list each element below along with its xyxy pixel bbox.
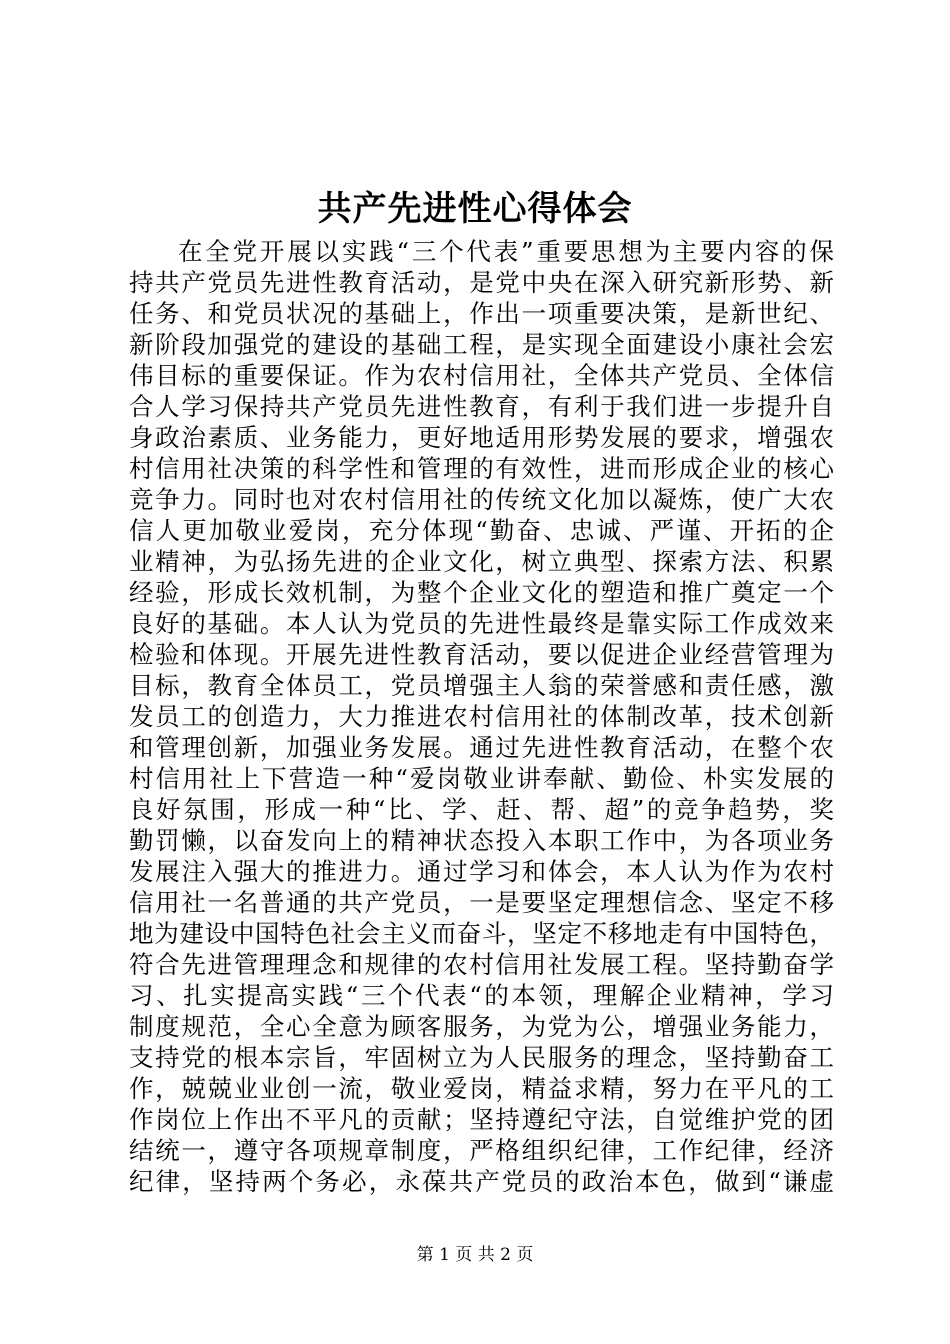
body-line: 伟目标的重要保证。作为农村信用社，全体共产党员、全体信 bbox=[129, 361, 834, 390]
body-line: 地为建设中国特色社会主义而奋斗，坚定不移地走有中国特色， bbox=[129, 919, 834, 948]
body-line: 制度规范，全心全意为顾客服务，为党为公，增强业务能力， bbox=[129, 1012, 834, 1041]
body-line: 良好的基础。本人认为党员的先进性最终是靠实际工作成效来 bbox=[129, 609, 834, 638]
body-line: 村信用社决策的科学性和管理的有效性，进而形成企业的核心 bbox=[129, 454, 834, 483]
body-line: 新阶段加强党的建设的基础工程，是实现全面建设小康社会宏 bbox=[129, 330, 834, 359]
body-line: 符合先进管理理念和规律的农村信用社发展工程。坚持勤奋学 bbox=[129, 950, 834, 979]
body-line: 检验和体现。开展先进性教育活动，要以促进企业经营管理为 bbox=[129, 640, 834, 669]
document-title: 共产先进性心得体会 bbox=[317, 189, 633, 229]
body-line: 作，兢兢业业创一流，敬业爱岗，精益求精，努力在平凡的工 bbox=[129, 1074, 834, 1103]
body-line: 在全党开展以实践“三个代表”重要思想为主要内容的保 bbox=[178, 237, 834, 266]
body-line: 经验，形成长效机制，为整个企业文化的塑造和推广奠定一个 bbox=[129, 578, 834, 607]
body-line: 发员工的创造力，大力推进农村信用社的体制改革，技术创新 bbox=[129, 702, 834, 731]
body-line: 身政治素质、业务能力，更好地适用形势发展的要求，增强农 bbox=[129, 423, 834, 452]
body-line: 信人更加敬业爱岗，充分体现“勤奋、忠诚、严谨、开拓的企 bbox=[129, 516, 834, 545]
body-line: 竞争力。同时也对农村信用社的传统文化加以凝炼，使广大农 bbox=[129, 485, 834, 514]
body-line: 村信用社上下营造一种“爱岗敬业讲奉献、勤俭、朴实发展的 bbox=[129, 764, 834, 793]
body-line: 良好氛围，形成一种“比、学、赶、帮、超”的竞争趋势，奖 bbox=[129, 795, 834, 824]
body-line: 习、扎实提高实践“三个代表“的本领，理解企业精神，学习 bbox=[129, 981, 834, 1010]
body-line: 业精神，为弘扬先进的企业文化，树立典型、探索方法、积累 bbox=[129, 547, 834, 576]
body-line: 作岗位上作出不平凡的贡献；坚持遵纪守法，自觉维护党的团 bbox=[129, 1105, 834, 1134]
body-line: 目标，教育全体员工，党员增强主人翁的荣誉感和责任感，激 bbox=[129, 671, 834, 700]
body-line: 纪律，坚持两个务必，永葆共产党员的政治本色，做到“谦虚 bbox=[129, 1167, 834, 1196]
page-number: 第 1 页 共 2 页 bbox=[416, 1245, 534, 1265]
body-line: 任务、和党员状况的基础上，作出一项重要决策，是新世纪、 bbox=[129, 299, 834, 328]
body-line: 持共产党员先进性教育活动，是党中央在深入研究新形势、新 bbox=[129, 268, 834, 297]
body-line: 支持党的根本宗旨，牢固树立为人民服务的理念，坚持勤奋工 bbox=[129, 1043, 834, 1072]
body-line: 信用社一名普通的共产党员，一是要坚定理想信念、坚定不移 bbox=[129, 888, 834, 917]
document-body bbox=[129, 236, 834, 1197]
body-line: 发展注入强大的推进力。通过学习和体会，本人认为作为农村 bbox=[129, 857, 834, 886]
body-line: 和管理创新，加强业务发展。通过先进性教育活动，在整个农 bbox=[129, 733, 834, 762]
body-line: 勤罚懒，以奋发向上的精神状态投入本职工作中，为各项业务 bbox=[129, 826, 834, 855]
body-line: 合人学习保持共产党员先进性教育，有利于我们进一步提升自 bbox=[129, 392, 834, 421]
body-line: 结统一，遵守各项规章制度，严格组织纪律，工作纪律，经济 bbox=[129, 1136, 834, 1165]
